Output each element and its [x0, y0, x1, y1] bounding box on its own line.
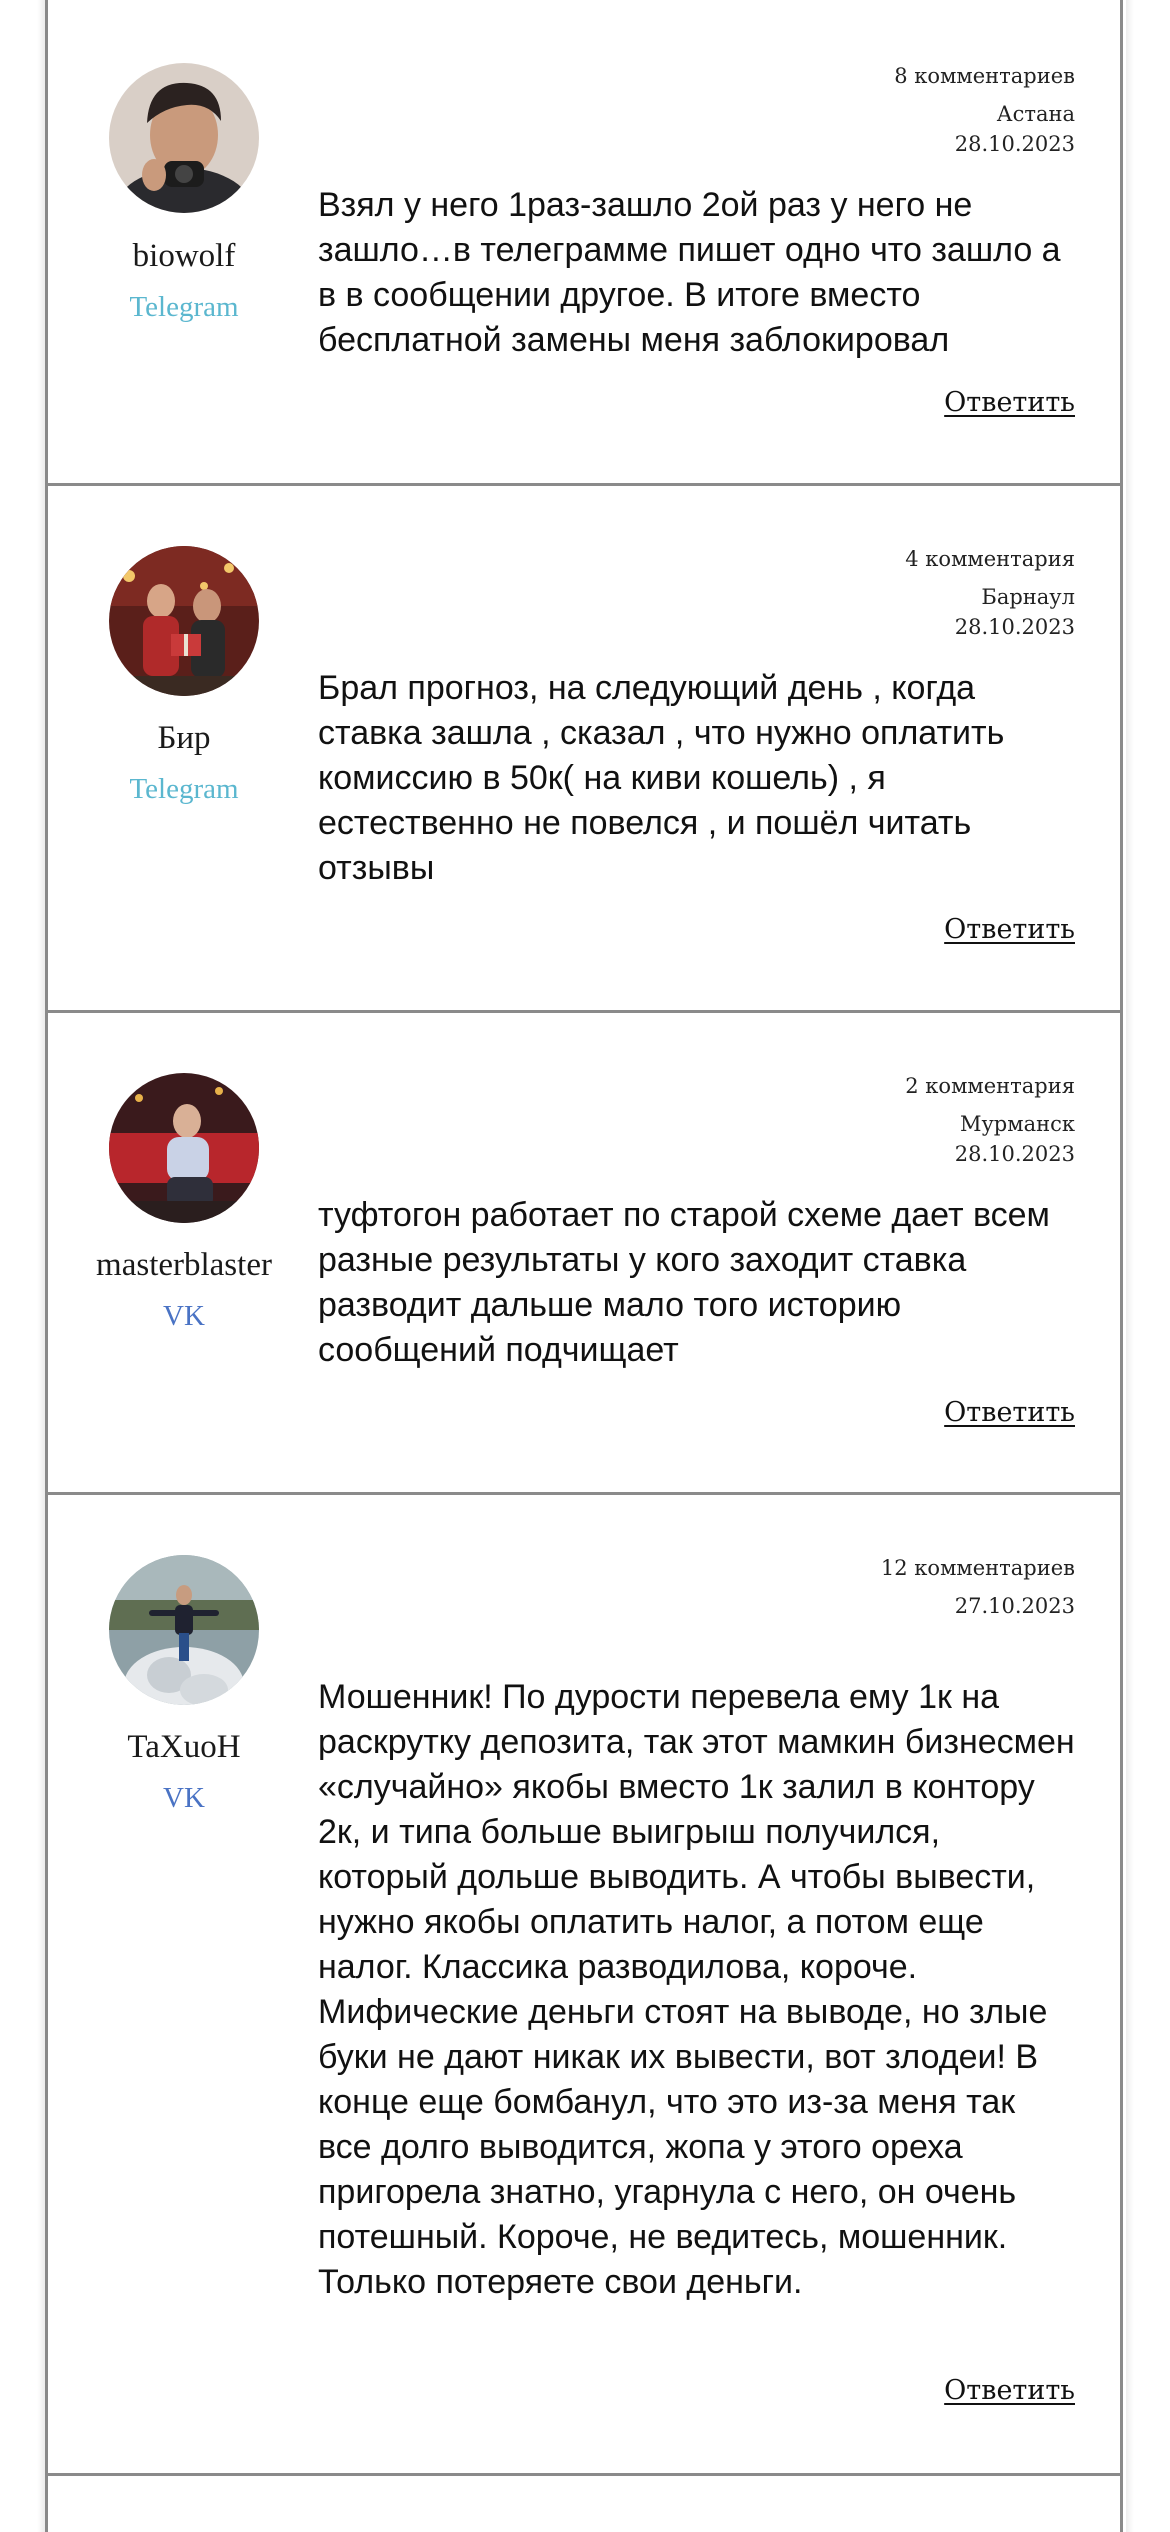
review-card — [48, 0, 1120, 483]
review-card — [48, 1492, 1120, 2476]
reply-button[interactable]: Ответить — [944, 387, 1075, 418]
comment-text: Брал прогноз, на следующий день , когда ставка зашла , сказал , что нужно оплатить комиссию в 50к( на киви кошель) , я естественно не повелся , и пошёл читать отзывы — [318, 669, 1005, 887]
comments-count[interactable]: 8 комментариев — [894, 64, 1075, 88]
comment-text: Взял у него 1раз-зашло 2ой раз у него не зашло…в телеграмме пишет одно что зашло а в в сообщении другое. В итоге вместо бесплатной замены меня заблокировал — [318, 186, 1061, 359]
username[interactable]: TaXuoH — [127, 1729, 241, 1765]
avatar[interactable] — [109, 1073, 259, 1223]
date: 27.10.2023 — [954, 1594, 1075, 1618]
reply-button[interactable]: Ответить — [944, 1397, 1075, 1428]
avatar[interactable] — [109, 546, 259, 696]
reply-button[interactable]: Ответить — [944, 2375, 1075, 2406]
review-card-partial — [48, 2473, 1120, 2532]
avatar[interactable] — [109, 63, 259, 213]
review-meta — [905, 1071, 1075, 1169]
review-card — [48, 483, 1120, 1013]
comments-count[interactable]: 12 комментариев — [880, 1556, 1075, 1580]
date: 28.10.2023 — [954, 615, 1075, 639]
comments-count[interactable]: 2 комментария — [905, 1074, 1075, 1098]
review-meta — [894, 61, 1075, 159]
feed-shadow-left — [37, 0, 45, 2532]
comments-count[interactable]: 4 комментария — [905, 547, 1075, 571]
date: 28.10.2023 — [954, 1142, 1075, 1166]
username[interactable]: masterblaster — [96, 1247, 272, 1283]
username[interactable]: Бир — [157, 720, 211, 756]
date: 28.10.2023 — [954, 132, 1075, 156]
reviews-feed — [45, 0, 1123, 2532]
review-card — [48, 1010, 1120, 1495]
source-badge-telegram: Telegram — [129, 291, 239, 323]
feed-shadow-right — [1126, 0, 1134, 2532]
review-meta — [905, 544, 1075, 642]
city: Астана — [996, 102, 1075, 126]
username[interactable]: biowolf — [132, 238, 236, 274]
comment-text: Мошенник! По дурости перевела ему 1к на раскрутку депозита, так этот мамкин бизнесмен «случайно» якобы вместо 1к залил в контору 2к, и типа больше выигрыш получился, который дольше выводить. А чтобы вывести, нужно якобы оплатить налог, а потом еще налог. Классика разводилова, короче. Мифические деньги стоят на выводе, но злые буки не дают никак их вывести, вот злодеи! В конце еще бомбанул, что это из-за меня так все долго выводится, жопа у этого ореха пригорела знатно, угарнула с него, он очень потешный. Короче, не ведитесь, мошенник. Только потеряете свои деньги. — [318, 1678, 1075, 2301]
city: Барнаул — [981, 585, 1075, 609]
source-badge-telegram: Telegram — [129, 773, 239, 805]
source-badge-vk: VK — [163, 1782, 205, 1814]
city: Мурманск — [959, 1112, 1075, 1136]
reply-button[interactable]: Ответить — [944, 914, 1075, 945]
source-badge-vk: VK — [163, 1300, 205, 1332]
avatar[interactable] — [109, 1555, 259, 1705]
comment-text: туфтогон работает по старой схеме дает всем разные результаты у кого заходит ставка разводит дальше мало того историю сообщений подчищает — [318, 1196, 1050, 1369]
review-meta — [881, 1553, 1075, 1621]
